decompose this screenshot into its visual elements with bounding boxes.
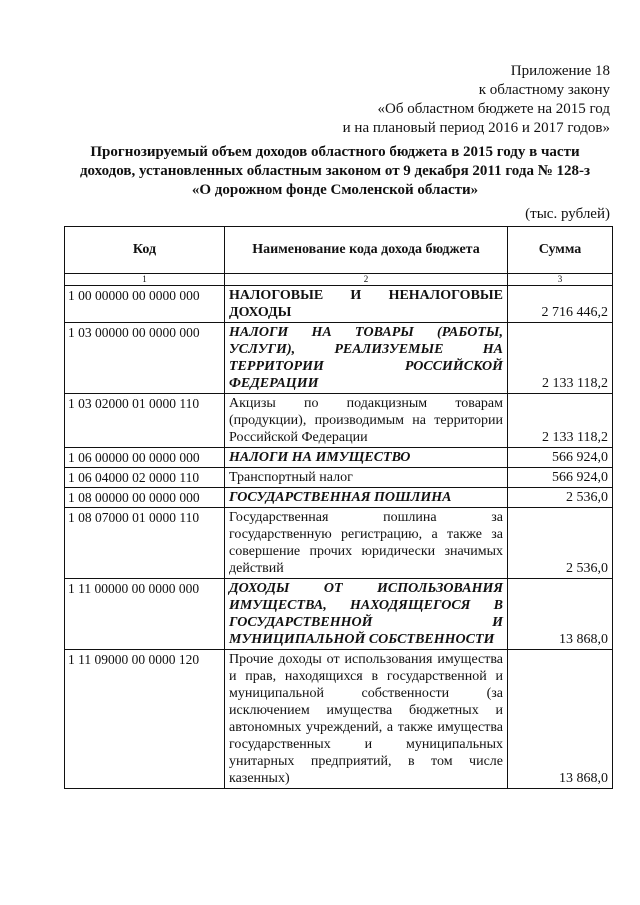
column-number: 3: [508, 274, 613, 286]
table-row: [65, 579, 613, 650]
code-cell: 1 00 00000 00 0000 000: [65, 286, 225, 323]
sum-cell: 2 133 118,2: [508, 323, 613, 394]
table-row: [65, 323, 613, 394]
title-line: Прогнозируемый объем доходов областного бюджета в 2015 году в части: [90, 144, 580, 160]
header-sum: Сумма: [508, 227, 613, 274]
code-cell: 1 03 00000 00 0000 000: [65, 323, 225, 394]
appendix-line: и на плановый период 2016 и 2017 годов»: [342, 120, 610, 136]
title-line: доходов, установленных областным законом от 9 декабря 2011 года № 128-з: [79, 163, 591, 179]
table-row: [65, 468, 613, 488]
table-row: [65, 488, 613, 508]
code-cell: 1 08 00000 00 0000 000: [65, 488, 225, 508]
table-row: [65, 394, 613, 448]
sum-cell: 13 868,0: [508, 579, 613, 650]
header-code: Код: [65, 227, 225, 274]
appendix-block: [343, 62, 610, 138]
sum-cell: 2 536,0: [508, 488, 613, 508]
table-row: [65, 286, 613, 323]
code-cell: 1 11 00000 00 0000 000: [65, 579, 225, 650]
sum-cell: 2 716 446,2: [508, 286, 613, 323]
appendix-line: «Об областном бюджете на 2015 год: [377, 101, 610, 117]
sum-cell: 566 924,0: [508, 448, 613, 468]
name-cell: Транспортный налог: [225, 468, 508, 488]
title-line: «О дорожном фонде Смоленской области»: [191, 182, 479, 198]
column-number: 1: [65, 274, 225, 286]
table-row: [65, 650, 613, 789]
name-cell: Акцизы по подакцизным товарам (продукции), производимым на территории Российской Федерации: [225, 394, 508, 448]
table-row: [65, 448, 613, 468]
name-cell: ДОХОДЫ ОТ ИСПОЛЬЗОВАНИЯ ИМУЩЕСТВА, НАХОДЯЩЕГОСЯ В ГОСУДАРСТВЕННОЙ И МУНИЦИПАЛЬНОЙ СОБСТВЕННОСТИ: [225, 579, 508, 650]
name-cell: НАЛОГОВЫЕ И НЕНАЛОГОВЫЕ ДОХОДЫ: [225, 286, 508, 323]
code-cell: 1 06 04000 02 0000 110: [65, 468, 225, 488]
name-cell: Государственная пошлина за государственную регистрацию, а также за совершение прочих юридически значимых действий: [225, 508, 508, 579]
column-number: 2: [225, 274, 508, 286]
appendix-line: к областному закону: [478, 82, 610, 98]
appendix-line: Приложение 18: [510, 63, 610, 79]
column-number-row: [65, 274, 613, 286]
units-label: (тыс. рублей): [525, 206, 610, 222]
name-cell: Прочие доходы от использования имущества и прав, находящихся в государственной и муниципальной собственности (за исключением имущества бюджетных и автономных учреждений, а также имущества государственных и муниципальных унитарных предприятий, в том числе казенных): [225, 650, 508, 789]
code-cell: 1 06 00000 00 0000 000: [65, 448, 225, 468]
name-cell: ГОСУДАРСТВЕННАЯ ПОШЛИНА: [225, 488, 508, 508]
name-cell: НАЛОГИ НА ТОВАРЫ (РАБОТЫ, УСЛУГИ), РЕАЛИЗУЕМЫЕ НА ТЕРРИТОРИИ РОССИЙСКОЙ ФЕДЕРАЦИИ: [225, 323, 508, 394]
header-name: Наименование кода дохода бюджета: [225, 227, 508, 274]
code-cell: 1 11 09000 00 0000 120: [65, 650, 225, 789]
document-title: [50, 143, 620, 200]
code-cell: 1 08 07000 01 0000 110: [65, 508, 225, 579]
sum-cell: 2 536,0: [508, 508, 613, 579]
code-cell: 1 03 02000 01 0000 110: [65, 394, 225, 448]
name-cell: НАЛОГИ НА ИМУЩЕСТВО: [225, 448, 508, 468]
table-row: [65, 508, 613, 579]
sum-cell: 13 868,0: [508, 650, 613, 789]
sum-cell: 2 133 118,2: [508, 394, 613, 448]
header-row: [65, 227, 613, 274]
revenue-table: [64, 226, 613, 789]
sum-cell: 566 924,0: [508, 468, 613, 488]
